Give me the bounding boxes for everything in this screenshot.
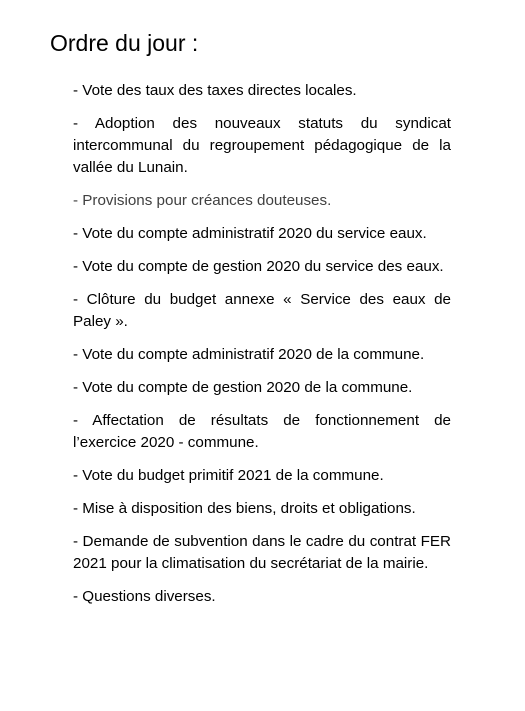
agenda-item-ca-commune: - Vote du compte administratif 2020 de la commune.	[73, 346, 425, 363]
agenda-item-cg-commune: - Vote du compte de gestion 2020 de la commune.	[73, 379, 413, 396]
agenda-item-statuts: - Adoption des nouveaux statuts du syndicat intercommunal du regroupement pédagogique de la vallée du Lunain.	[73, 115, 451, 176]
agenda-item-questions: - Questions diverses.	[73, 588, 216, 605]
agenda-item-cloture: - Clôture du budget annexe « Service des eaux de Paley ».	[73, 291, 451, 330]
agenda-item-ca-eaux: - Vote du compte administratif 2020 du service eaux.	[73, 225, 427, 242]
agenda-list	[73, 80, 451, 619]
agenda-item-subvention: - Demande de subvention dans le cadre du contrat FER 2021 pour la climatisation du secrétariat de la mairie.	[73, 533, 451, 572]
agenda-item-budget: - Vote du budget primitif 2021 de la commune.	[73, 467, 384, 484]
agenda-item-mise-disposition: - Mise à disposition des biens, droits et obligations.	[73, 500, 416, 517]
agenda-item-taux: - Vote des taux des taxes directes locales.	[73, 82, 357, 99]
agenda-item-provisions: - Provisions pour créances douteuses.	[73, 192, 332, 209]
page-title: Ordre du jour :	[50, 30, 199, 56]
agenda-item-affectation: - Affectation de résultats de fonctionnement de l’exercice 2020 - commune.	[73, 412, 451, 451]
agenda-item-cg-eaux: - Vote du compte de gestion 2020 du service des eaux.	[73, 258, 444, 275]
